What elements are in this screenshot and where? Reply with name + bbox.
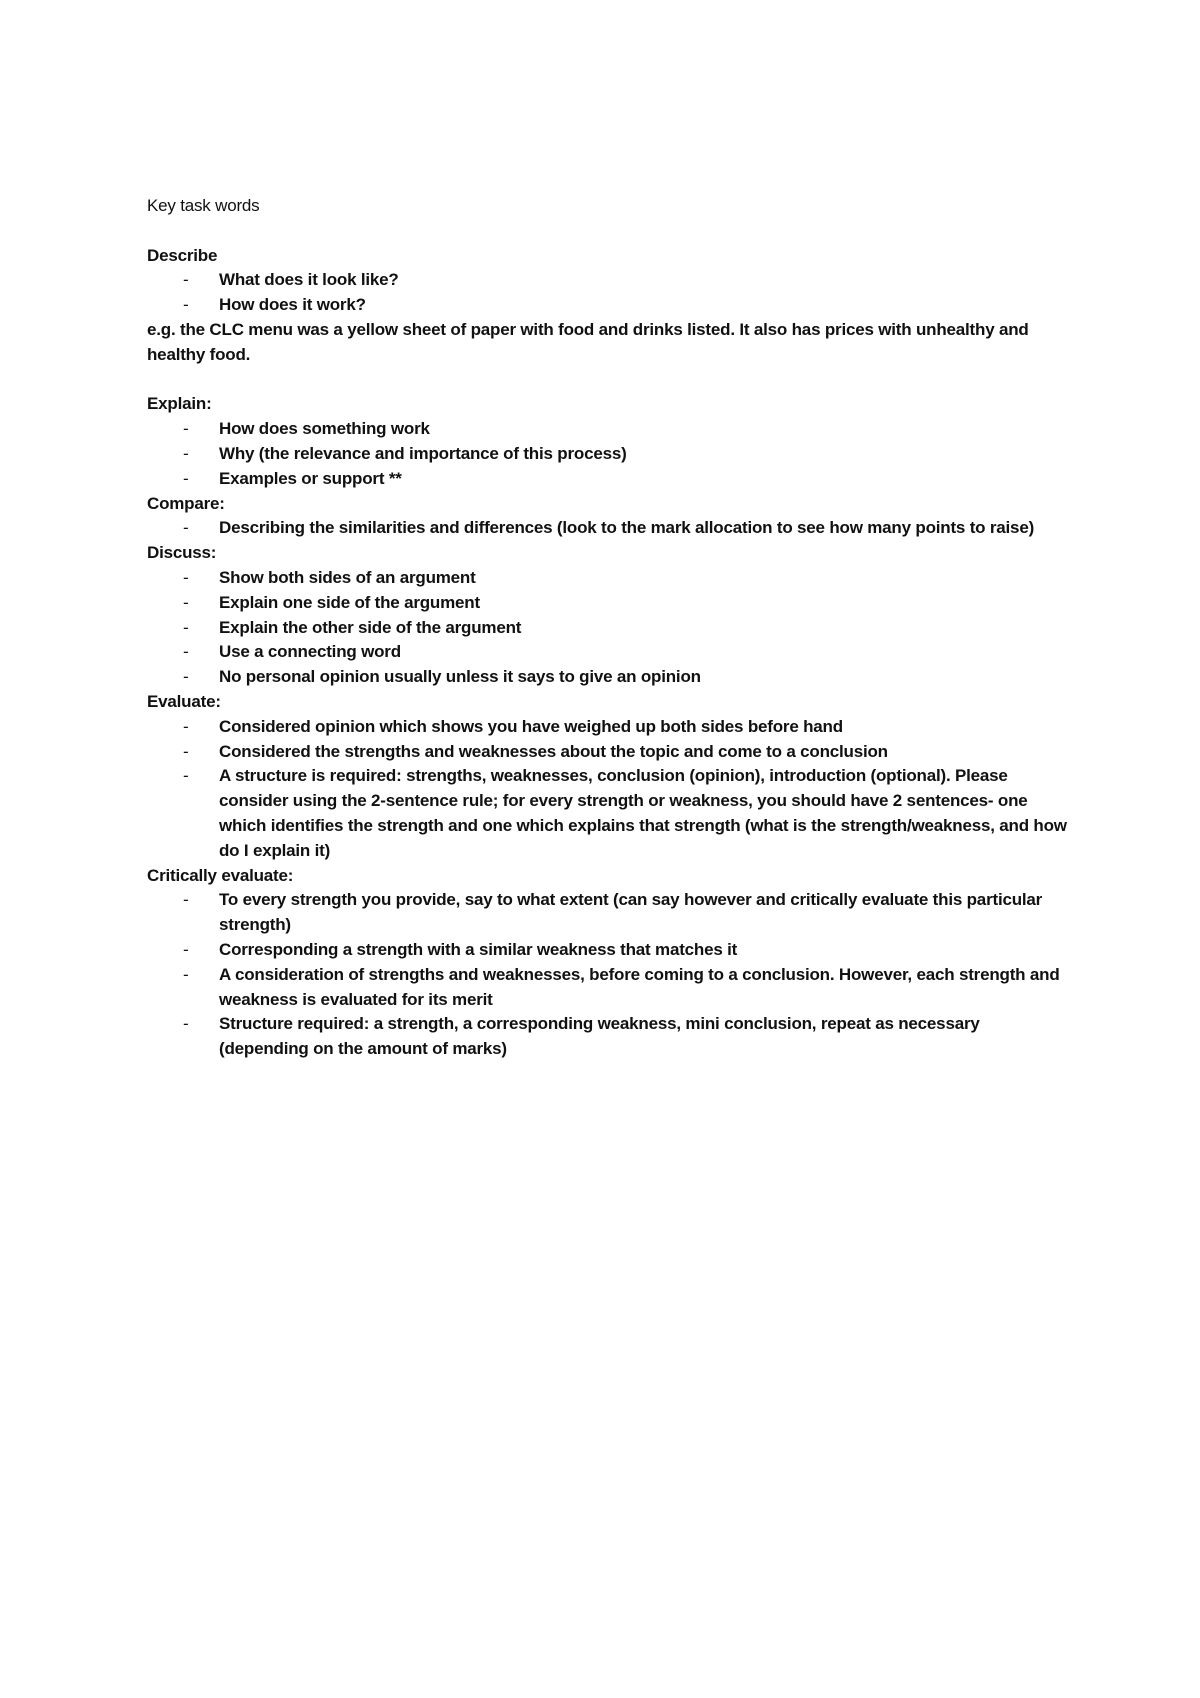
list-item: - Show both sides of an argument (147, 566, 1067, 591)
spacer (147, 368, 1067, 393)
bullet-dash: - (183, 592, 189, 612)
bullet-dash: - (183, 716, 189, 736)
bullet-dash: - (183, 1014, 189, 1034)
list-item: - Use a connecting word (147, 640, 1067, 665)
list-item: - A consideration of strengths and weaknesses, before coming to a conclusion. However, each strength and weakness is evaluated for its merit (183, 964, 1060, 1009)
section-heading-discuss: Discuss: (147, 543, 217, 563)
describe-example: e.g. the CLC menu was a yellow sheet of paper with food and drinks listed. It also has prices with unhealthy and healthy food. (147, 319, 1029, 364)
critically-evaluate-list (147, 888, 1067, 1062)
explain-list (147, 417, 1067, 491)
bullet-dash: - (183, 295, 189, 315)
list-item: - Describing the similarities and differences (look to the mark allocation to see how many points to raise) (147, 516, 1067, 541)
list-item: - A structure is required: strengths, weaknesses, conclusion (opinion), introduction (optional). Please consider using the 2-sentence rule; for every strength or weakness, you should have 2 sentences- one which identifies the strength and one which explains that strength (what is the strength/weakness, and how do I explain it) (183, 766, 1067, 860)
bullet-dash: - (183, 419, 189, 439)
list-item: - Corresponding a strength with a similar weakness that matches it (147, 938, 1067, 963)
bullet-dash: - (183, 642, 189, 662)
document-content (147, 194, 1067, 1062)
describe-list (147, 268, 1067, 318)
section-heading-evaluate: Evaluate: (147, 691, 221, 711)
list-item: - To every strength you provide, say to what extent (can say however and critically evaluate this particular strength) (183, 890, 1043, 935)
section-heading-critically-evaluate: Critically evaluate: (147, 865, 294, 885)
list-item: - How does it work? (147, 293, 1067, 318)
bullet-dash: - (183, 667, 189, 687)
bullet-dash: - (183, 270, 189, 290)
bullet-dash: - (183, 518, 189, 538)
discuss-list (147, 566, 1067, 690)
compare-list (147, 516, 1067, 541)
document-title: Key task words (147, 196, 260, 215)
spacer (147, 219, 1067, 244)
list-item: - Examples or support ** (147, 467, 1067, 492)
list-item: - Considered the strengths and weaknesses about the topic and come to a conclusion (147, 740, 1067, 765)
bullet-dash: - (183, 617, 189, 637)
list-item: - Explain one side of the argument (147, 591, 1067, 616)
list-item: - Explain the other side of the argument (147, 616, 1067, 641)
section-heading-compare: Compare: (147, 493, 225, 513)
section-heading-describe: Describe (147, 245, 218, 265)
bullet-dash: - (183, 567, 189, 587)
list-item: - What does it look like? (147, 268, 1067, 293)
section-heading-explain: Explain: (147, 394, 212, 414)
list-item: - Why (the relevance and importance of this process) (147, 442, 1067, 467)
bullet-dash: - (183, 890, 189, 910)
list-item: - How does something work (147, 417, 1067, 442)
list-item: - Considered opinion which shows you have weighed up both sides before hand (147, 715, 1067, 740)
bullet-dash: - (183, 468, 189, 488)
bullet-dash: - (183, 964, 189, 984)
bullet-dash: - (183, 443, 189, 463)
bullet-dash: - (183, 741, 189, 761)
bullet-dash: - (183, 766, 189, 786)
list-item: - Structure required: a strength, a corresponding weakness, mini conclusion, repeat as necessary (depending on the amount of marks) (183, 1014, 980, 1059)
evaluate-list (147, 715, 1067, 864)
bullet-dash: - (183, 939, 189, 959)
list-item: - No personal opinion usually unless it says to give an opinion (147, 665, 1067, 690)
